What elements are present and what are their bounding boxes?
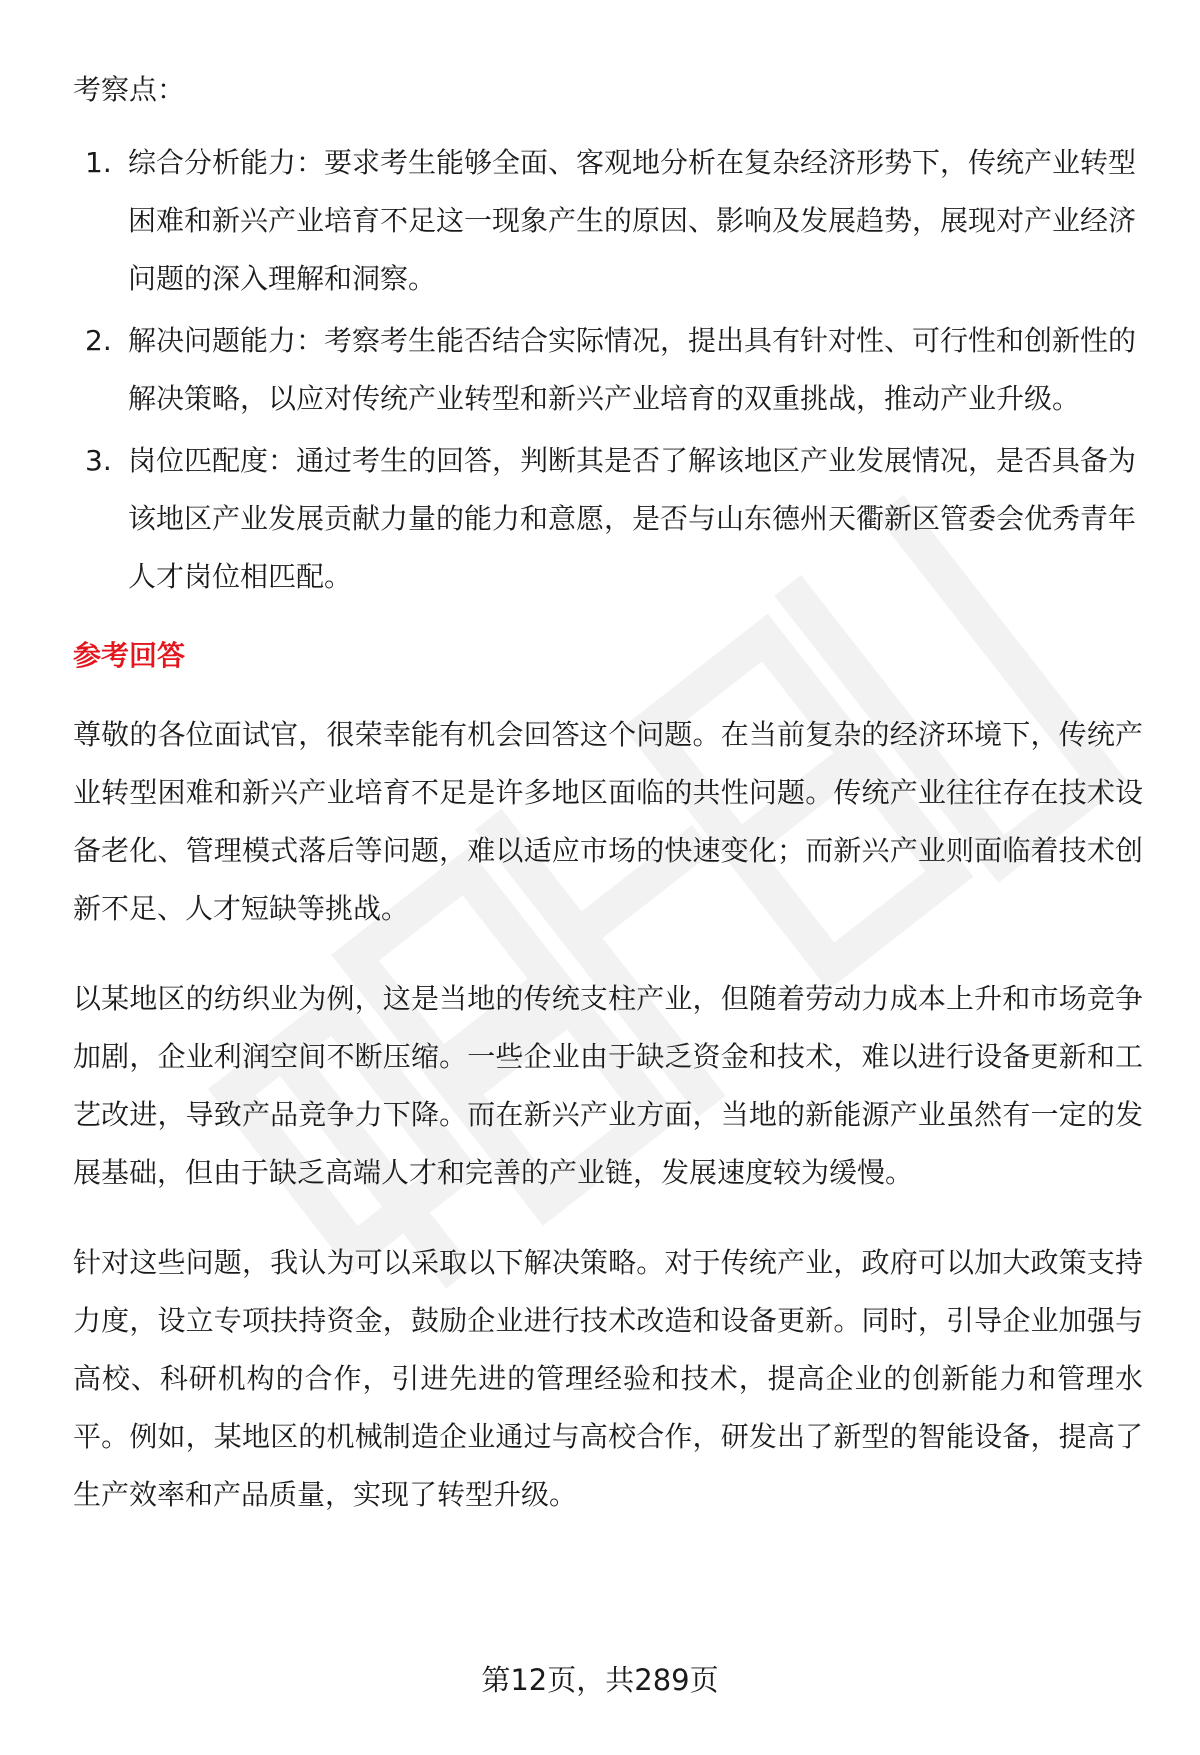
page-number: 第12页，共289页 [481, 1663, 719, 1697]
exam-points-label: 考察点： [73, 73, 186, 106]
reference-answer-title: 参考回答 [73, 639, 186, 672]
exam-points-list [73, 134, 1143, 606]
list-item-text: 综合分析能力：要求考生能够全面、客观地分析在复杂经济形势下，传统产业转型困难和新兴产业培育不足这一现象产生的原因、影响及发展趋势，展现对产业经济问题的深入理解和洞察。 [128, 146, 1137, 295]
list-item-text: 解决问题能力：考察考生能否结合实际情况，提出具有针对性、可行性和创新性的解决策略，以应对传统产业转型和新兴产业培育的双重挑战，推动产业升级。 [128, 324, 1137, 415]
list-item-number: 1. [85, 146, 112, 179]
answer-paragraph: 以某地区的纺织业为例，这是当地的传统支柱产业，但随着劳动力成本上升和市场竞争加剧，企业利润空间不断压缩。一些企业由于缺乏资金和技术，难以进行设备更新和工艺改进，导致产品竞争力下降。而在新兴产业方面，当地的新能源产业虽然有一定的发展基础，但由于缺乏高端人才和完善的产业链，发展速度较为缓慢。 [73, 982, 1143, 1189]
answer-paragraph: 尊敬的各位面试官，很荣幸能有机会回答这个问题。在当前复杂的经济环境下，传统产业转型困难和新兴产业培育不足是许多地区面临的共性问题。传统产业往往存在技术设备老化、管理模式落后等问题，难以适应市场的快速变化；而新兴产业则面临着技术创新不足、人才短缺等挑战。 [73, 718, 1143, 925]
list-item-number: 3. [85, 444, 112, 477]
list-item [73, 312, 1143, 428]
list-item-text: 岗位匹配度：通过考生的回答，判断其是否了解该地区产业发展情况，是否具备为该地区产业发展贡献力量的能力和意愿，是否与山东德州天衢新区管委会优秀青年人才岗位相匹配。 [128, 444, 1137, 593]
list-item [73, 134, 1143, 308]
list-item-number: 2. [85, 324, 112, 357]
list-item [73, 432, 1143, 606]
page-content [73, 62, 1143, 1556]
answer-paragraph: 针对这些问题，我认为可以采取以下解决策略。对于传统产业，政府可以加大政策支持力度，设立专项扶持资金，鼓励企业进行技术改造和设备更新。同时，引导企业加强与高校、科研机构的合作，引进先进的管理经验和技术，提高企业的创新能力和管理水平。例如，某地区的机械制造企业通过与高校合作，研发出了新型的智能设备，提高了生产效率和产品质量，实现了转型升级。 [73, 1246, 1143, 1511]
